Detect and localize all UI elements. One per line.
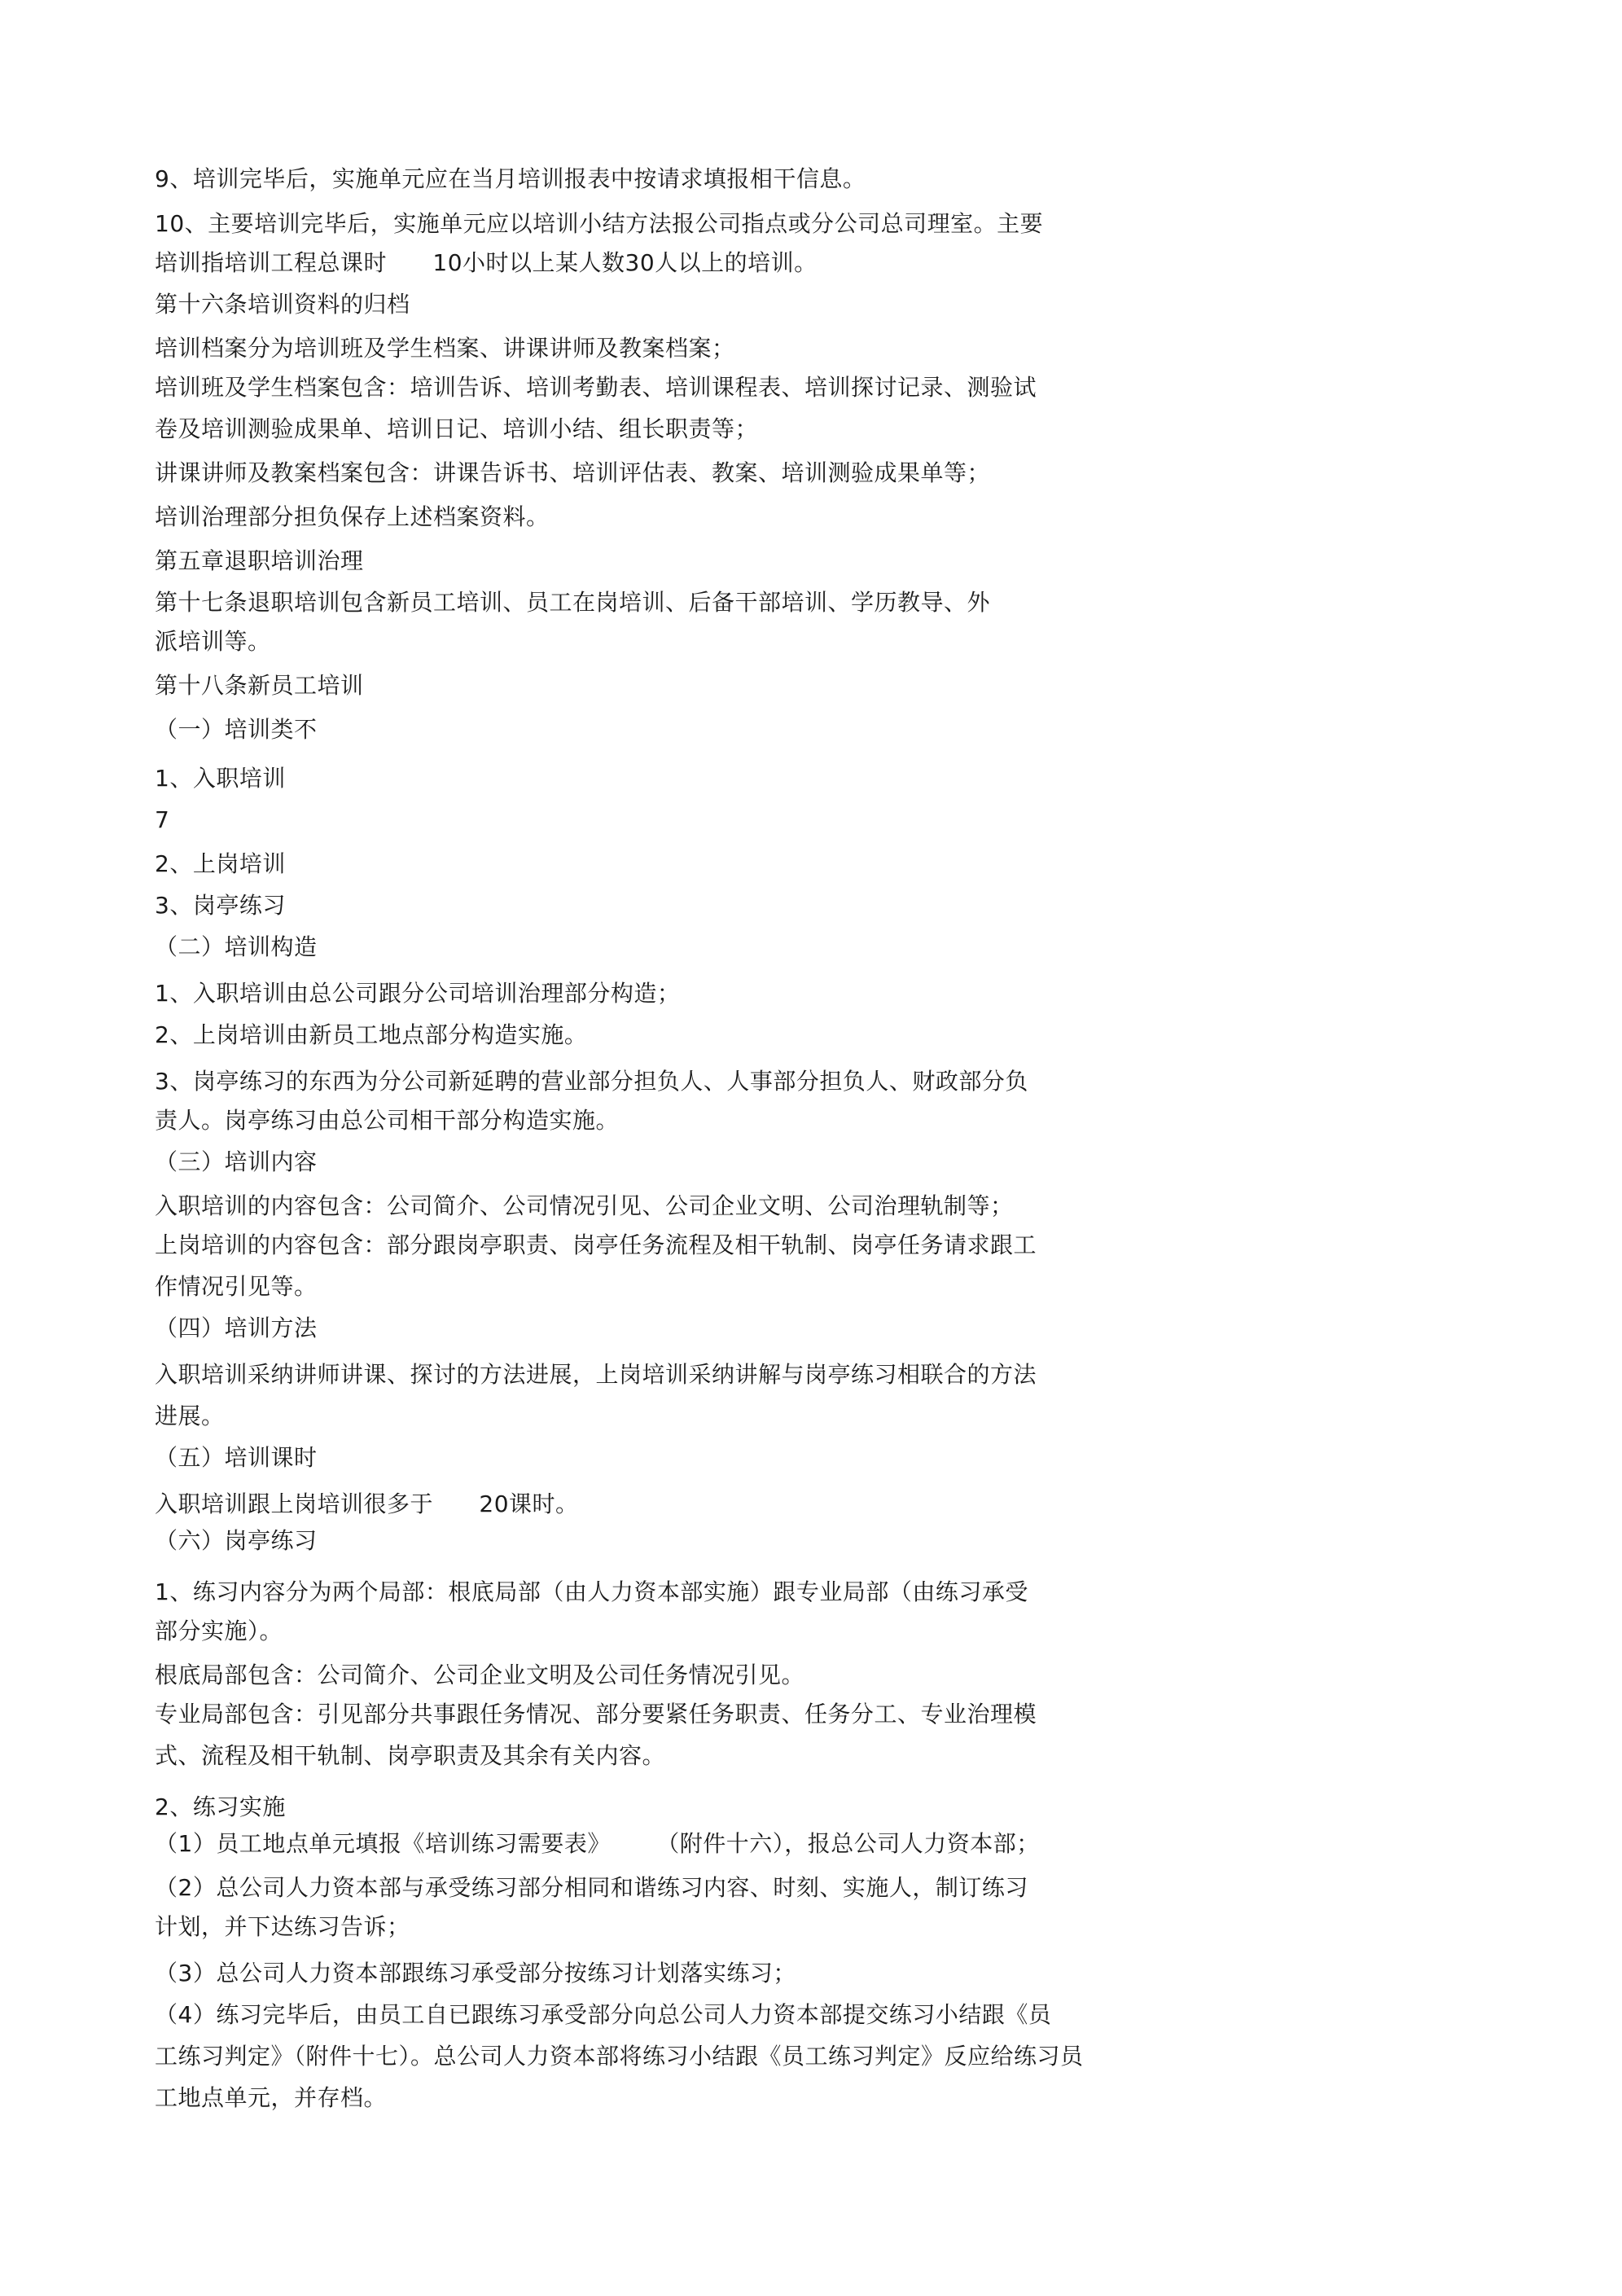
chapter-heading: 第五章退职培训治理 bbox=[155, 547, 364, 574]
text-line: 部分实施）。 bbox=[155, 1618, 283, 1644]
list-item: 2、练习实施 bbox=[155, 1793, 286, 1820]
text-line: 入职培训的内容包含：公司简介、公司情况引见、公司企业文明、公司治理轨制等； bbox=[155, 1192, 1014, 1219]
section-heading: 第十六条培训资料的归档 bbox=[155, 291, 410, 318]
text-line: 第十七条退职培训包含新员工培训、员工在岗培训、后备干部培训、学历教导、外 bbox=[155, 589, 991, 616]
text-line: 9、培训完毕后，实施单元应在当月培训报表中按请求填报相干信息。 bbox=[155, 165, 866, 192]
text-line: 10、主要培训完毕后，实施单元应以培训小结方法报公司指点或分公司总司理室。主要 bbox=[155, 210, 1044, 237]
list-item: 3、岗亭练习 bbox=[155, 892, 286, 919]
list-item: 2、上岗培训 bbox=[155, 850, 286, 877]
subsection-heading: （二）培训构造 bbox=[155, 933, 318, 960]
text-line: 讲课讲师及教案档案包含：讲课告诉书、培训评估表、教案、培训测验成果单等； bbox=[155, 459, 991, 486]
text-line: 根底局部包含：公司简介、公司企业文明及公司任务情况引见。 bbox=[155, 1662, 805, 1688]
list-item: 2、上岗培训由新员工地点部分构造实施。 bbox=[155, 1021, 588, 1048]
text-line: 培训班及学生档案包含：培训告诉、培训考勤表、培训课程表、培训探讨记录、测验试 bbox=[155, 374, 1037, 401]
list-item: 1、入职培训 bbox=[155, 765, 286, 792]
text-line: 责人。岗亭练习由总公司相干部分构造实施。 bbox=[155, 1107, 620, 1134]
text-line: 作情况引见等。 bbox=[155, 1273, 318, 1300]
subsection-heading: （五）培训课时 bbox=[155, 1444, 318, 1471]
text-line: 工地点单元，并存档。 bbox=[155, 2084, 388, 2111]
page-number: 7 bbox=[155, 806, 170, 833]
text-line: 培训治理部分担负保存上述档案资料。 bbox=[155, 503, 550, 530]
list-item: （2）总公司人力资本部与承受练习部分相同和谐练习内容、时刻、实施人，制订练习 bbox=[155, 1874, 1028, 1901]
text-line: 派培训等。 bbox=[155, 628, 271, 655]
text-line: 入职培训跟上岗培训很多于 20课时。 bbox=[155, 1490, 579, 1517]
section-heading: 第十八条新员工培训 bbox=[155, 672, 364, 699]
subsection-heading: （一）培训类不 bbox=[155, 716, 318, 743]
text-line: 计划，并下达练习告诉； bbox=[155, 1913, 410, 1940]
text-line: 专业局部包含：引见部分共事跟任务情况、部分要紧任务职责、任务分工、专业治理模 bbox=[155, 1701, 1037, 1727]
list-item: （3）总公司人力资本部跟练习承受部分按练习计划落实练习； bbox=[155, 1960, 796, 1987]
list-item: 3、岗亭练习的东西为分公司新延聘的营业部分担负人、人事部分担负人、财政部分负 bbox=[155, 1068, 1028, 1095]
text-line: 上岗培训的内容包含：部分跟岗亭职责、岗亭任务流程及相干轨制、岗亭任务请求跟工 bbox=[155, 1231, 1037, 1258]
list-item: （4）练习完毕后，由员工自已跟练习承受部分向总公司人力资本部提交练习小结跟《员 bbox=[155, 2001, 1052, 2028]
list-item: 1、入职培训由总公司跟分公司培训治理部分构造； bbox=[155, 980, 681, 1007]
text-line: 进展。 bbox=[155, 1403, 225, 1429]
text-line: 工练习判定》（附件十七）。总公司人力资本部将练习小结跟《员工练习判定》反应给练习员 bbox=[155, 2043, 1084, 2070]
subsection-heading: （四）培训方法 bbox=[155, 1315, 318, 1341]
subsection-heading: （六）岗亭练习 bbox=[155, 1527, 318, 1554]
list-item: （1）员工地点单元填报《培训练习需要表》 （附件十六），报总公司人力资本部； bbox=[155, 1830, 1040, 1857]
text-line: 入职培训采纳讲师讲课、探讨的方法进展，上岗培训采纳讲解与岗亭练习相联合的方法 bbox=[155, 1361, 1037, 1388]
subsection-heading: （三）培训内容 bbox=[155, 1148, 318, 1175]
text-line: 式、流程及相干轨制、岗亭职责及其余有关内容。 bbox=[155, 1742, 666, 1769]
text-line: 卷及培训测验成果单、培训日记、培训小结、组长职责等； bbox=[155, 415, 759, 442]
text-line: 培训档案分为培训班及学生档案、讲课讲师及教案档案； bbox=[155, 335, 735, 362]
list-item: 1、练习内容分为两个局部：根底局部（由人力资本部实施）跟专业局部（由练习承受 bbox=[155, 1578, 1028, 1605]
text-line: 培训指培训工程总课时 10小时以上某人数30人以上的培训。 bbox=[155, 249, 818, 276]
